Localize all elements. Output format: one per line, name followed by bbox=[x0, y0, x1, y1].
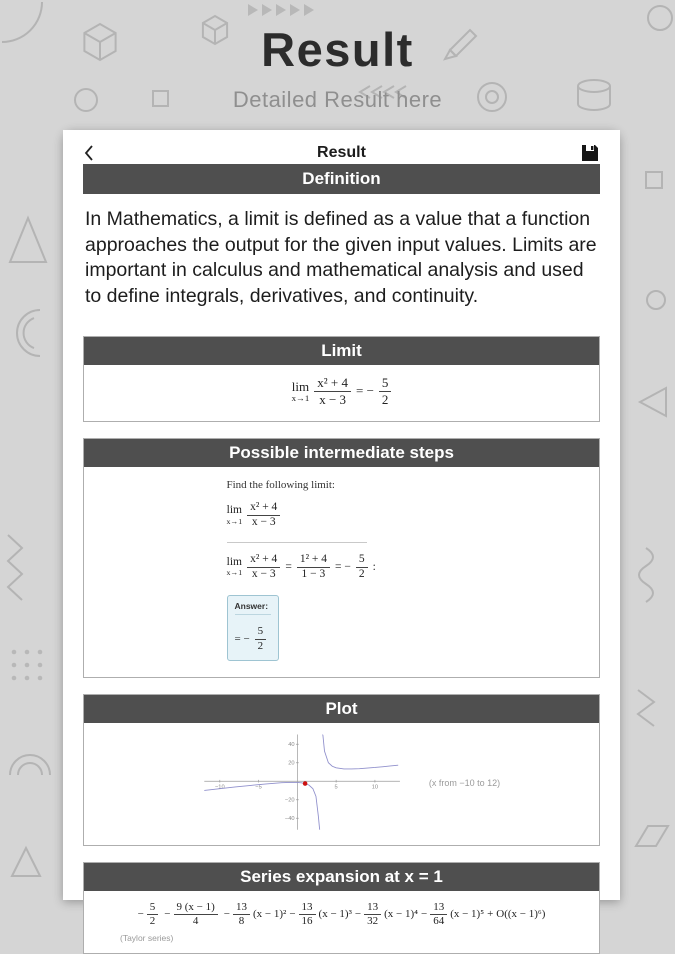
svg-text:5: 5 bbox=[334, 783, 338, 790]
fraction: $\frac{\text{1² + 4}}{1 - 3}$ bbox=[297, 553, 330, 582]
plot-body bbox=[84, 723, 599, 845]
definition-text: In Mathematics, a limit is defined as a value that a function approaches the output for the given input values. Limits are important in calculus and mathematical analysis and used to define integrals, derivatives, and continuity. bbox=[85, 208, 597, 308]
fraction: $\frac{5}{2}$ bbox=[379, 375, 392, 407]
series-term: − $\frac{9 (x - 1)}{4}$ bbox=[164, 901, 221, 928]
definition-section bbox=[83, 169, 600, 195]
limit-operator: lim x→1 bbox=[226, 555, 243, 578]
answer-label: Answer: bbox=[235, 601, 271, 615]
chevron-left-icon bbox=[83, 143, 95, 163]
result-scroll-area[interactable] bbox=[63, 169, 620, 954]
series-header: Series expansion at x = 1 bbox=[84, 863, 599, 891]
page-subtitle: Detailed Result here bbox=[232, 87, 443, 112]
fraction: $\frac{\text{x² + 4}}{x - 3}$ bbox=[314, 375, 351, 407]
series-term: − $\frac{5}{2}$ bbox=[138, 901, 162, 928]
fraction: $\frac{\text{x² + 4}}{x - 3}$ bbox=[247, 501, 280, 530]
save-button[interactable] bbox=[576, 139, 604, 167]
limit-operator: lim x→1 bbox=[291, 378, 310, 403]
series-expression bbox=[94, 901, 589, 928]
limit-operator: lim x→1 bbox=[226, 504, 243, 526]
equals-sign: = − bbox=[355, 383, 374, 399]
steps-body bbox=[84, 467, 599, 677]
limit-header: Limit bbox=[84, 337, 599, 365]
colon: : bbox=[372, 561, 376, 574]
series-term: − $\frac{13}{8}$ (x − 1)² bbox=[223, 900, 287, 927]
svg-text:−5: −5 bbox=[255, 783, 262, 790]
svg-text:20: 20 bbox=[288, 760, 295, 767]
svg-text:10: 10 bbox=[371, 783, 378, 790]
series-section bbox=[83, 862, 600, 954]
steps-expression-1 bbox=[227, 501, 457, 530]
series-term: − $\frac{13}{64}$ (x − 1)⁵ bbox=[420, 900, 485, 927]
answer-value: = − $\frac{5}{2}$ bbox=[235, 625, 271, 652]
plot-header: Plot bbox=[84, 695, 599, 723]
equals-sign: = − bbox=[335, 561, 351, 574]
svg-text:40: 40 bbox=[288, 741, 295, 748]
back-button[interactable] bbox=[79, 139, 99, 167]
page-title: Result bbox=[261, 23, 414, 76]
svg-text:−20: −20 bbox=[284, 797, 295, 804]
series-body bbox=[84, 891, 599, 953]
page-header bbox=[0, 22, 675, 113]
series-term: + O((x − 1)⁶) bbox=[487, 908, 546, 921]
fraction: $\frac{5}{2}$ bbox=[255, 625, 267, 652]
fraction: $\frac{\text{x² + 4}}{x - 3}$ bbox=[247, 553, 280, 582]
steps-section bbox=[83, 438, 600, 678]
definition-header: Definition bbox=[83, 164, 600, 194]
series-term: − $\frac{13}{32}$ (x − 1)⁴ bbox=[354, 900, 418, 927]
svg-text:−40: −40 bbox=[284, 815, 295, 822]
plot-section bbox=[83, 694, 600, 846]
steps-intro: Find the following limit: bbox=[226, 479, 335, 492]
equals-sign: = bbox=[285, 561, 292, 574]
step-divider bbox=[227, 542, 367, 543]
limit-expression bbox=[84, 365, 599, 421]
navbar-title: Result bbox=[317, 144, 366, 161]
svg-text:−10: −10 bbox=[214, 783, 225, 790]
answer-box bbox=[227, 595, 279, 660]
steps-expression-2 bbox=[227, 553, 457, 582]
steps-header: Possible intermediate steps bbox=[84, 439, 599, 467]
plot-point bbox=[303, 781, 308, 786]
fraction: $\frac{5}{2}$ bbox=[356, 553, 368, 582]
series-term: − $\frac{13}{16}$ (x − 1)³ bbox=[289, 900, 352, 927]
limit-section bbox=[83, 336, 600, 422]
result-card bbox=[63, 130, 620, 944]
series-note: (Taylor series) bbox=[120, 933, 174, 944]
function-plot bbox=[183, 731, 423, 835]
plot-range-note: (x from −10 to 12) bbox=[428, 777, 501, 788]
save-icon bbox=[580, 143, 600, 163]
